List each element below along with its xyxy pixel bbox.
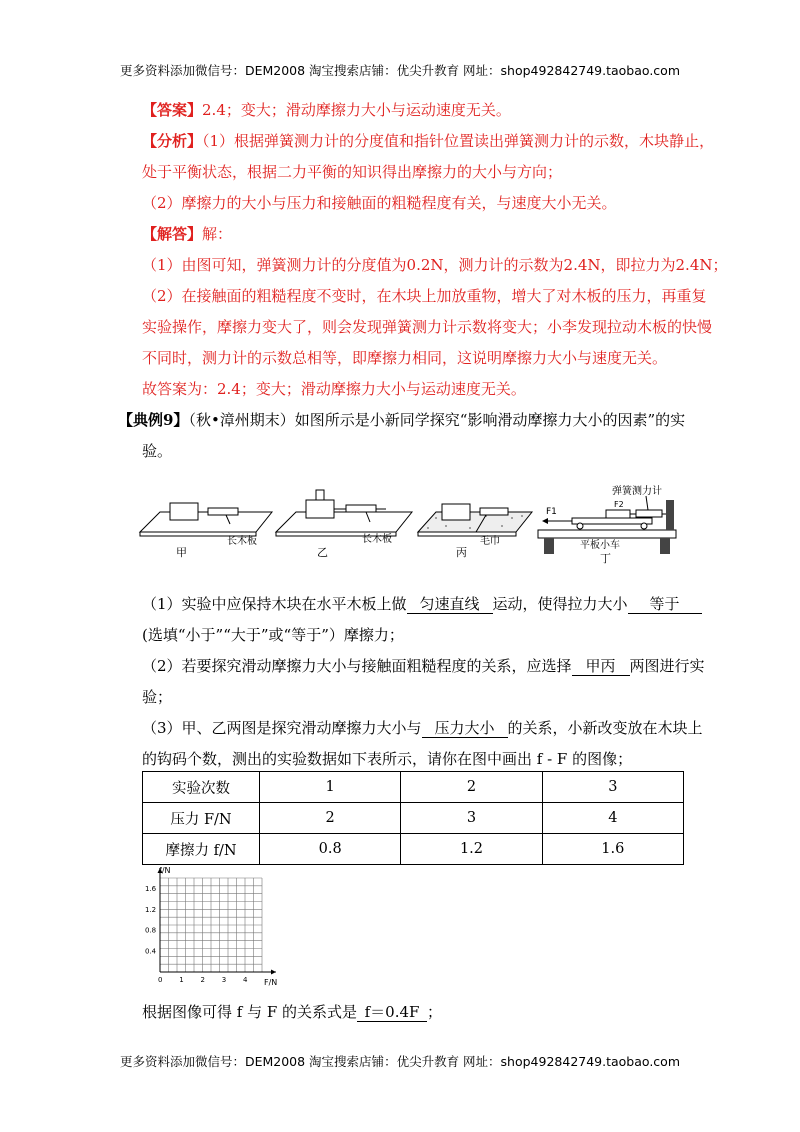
table-cell: 2 [401, 772, 542, 803]
example-intro-text: （秋•漳州期末）如图所示是小新同学探究“影响滑动摩擦力大小的因素”的实 [188, 411, 686, 429]
conclusion-answer-blank: f＝0.4F [357, 1003, 427, 1022]
y-tick-label: 0.8 [145, 926, 157, 935]
label-yi: 乙 [317, 546, 328, 559]
analysis-tag: 【分析】 [142, 132, 203, 150]
table-cell: 0.8 [260, 834, 401, 865]
table-cell: 4 [542, 803, 683, 834]
table-cell: 1.2 [401, 834, 542, 865]
setup-bing [418, 504, 532, 559]
setup-yi [276, 490, 412, 559]
label-cart: 平板小车 [580, 540, 620, 551]
conclusion-text-pre: 根据图像可得 f 与 F 的关系式是 [142, 1003, 358, 1021]
answer-tag: 【答案】 [142, 101, 203, 119]
example-intro-b: 验。 [142, 442, 173, 460]
table-cell: 2 [260, 803, 401, 834]
label-jia: 甲 [176, 546, 187, 559]
solution-suffix: 解： [202, 225, 233, 243]
table-cell: 1.6 [542, 834, 683, 865]
q2-text-pre: （2）若要探究滑动摩擦力大小与接触面粗糙程度的关系，应选择 [142, 657, 572, 675]
solution-line-2c: 不同时，测力计的示数总相等，即摩擦力相同，这说明摩擦力大小与速度无关。 [142, 349, 668, 367]
q3-text-mid: 的关系，小新改变放在木块上 [507, 719, 703, 737]
label-bing: 丙 [456, 546, 467, 559]
q1-text-pre: （1）实验中应保持木块在水平木板上做 [142, 595, 407, 613]
conclusion-line [142, 1002, 442, 1022]
q1-text-mid: 运动，使得拉力大小 [492, 595, 628, 613]
table-cell: 1 [260, 772, 401, 803]
y-axis-label: f/N [159, 866, 171, 875]
label-f1: F1 [546, 507, 557, 517]
q3-text-pre: （3）甲、乙两图是探究滑动摩擦力大小与 [142, 719, 422, 737]
solution-line-2a: （2）在接触面的粗糙程度不变时，在木块上加放重物，增大了对木板的压力，再重复 [142, 287, 707, 305]
question-1-post: (选填“小于”“大于”或“等于”）摩擦力； [142, 626, 404, 644]
label-ding: 丁 [600, 552, 611, 565]
x-axis-arrow [271, 970, 276, 975]
question-2 [142, 656, 705, 676]
answer-text: 2.4；变大；滑动摩擦力大小与运动速度无关。 [202, 101, 511, 119]
page-header: 更多资料添加微信号：DEM2008 淘宝搜索店铺：优尖升教育 网址：shop492842749.taobao.com [119, 63, 681, 78]
chart-axes [158, 868, 277, 975]
y-tick-label: 1.6 [145, 884, 157, 893]
x-tick-label: 1 [179, 976, 184, 984]
q2-answer-blank: 甲丙 [572, 657, 630, 676]
table-cell: 实验次数 [143, 772, 260, 803]
example-tag: 【典例9】 [118, 411, 189, 429]
q1-answer-blank-1: 匀速直线 [407, 595, 493, 614]
table-cell: 压力 F/N [143, 803, 260, 834]
solution-line-1: （1）由图可知，弹簧测力计的分度值为0.2N，测力计的示数为2.4N，即拉力为2.4N； [142, 256, 728, 274]
answer-line [142, 100, 511, 120]
x-axis-label: F/N [264, 978, 278, 987]
conclusion-text-post: ； [427, 1003, 443, 1021]
data-table [142, 771, 684, 865]
label-towel: 毛巾 [480, 536, 500, 547]
example-intro [118, 410, 685, 430]
table-cell: 3 [401, 803, 542, 834]
label-meter: 弹簧测力计 [612, 486, 662, 497]
question-1 [142, 594, 702, 614]
table-row [143, 834, 684, 865]
q1-answer-blank-2: 等于 [628, 595, 702, 614]
page-footer: 更多资料添加微信号：DEM2008 淘宝搜索店铺：优尖升教育 网址：shop492842749.taobao.com [119, 1054, 681, 1069]
x-tick-label: 0 [158, 976, 163, 984]
experiment-figure [136, 482, 688, 588]
q3-answer-blank: 压力大小 [422, 719, 508, 738]
solution-line [142, 224, 232, 244]
question-2-post: 验； [142, 688, 173, 706]
table-row [143, 803, 684, 834]
question-3-post: 的钩码个数，测出的实验数据如下表所示，请你在图中画出 f - F 的图像； [142, 750, 633, 768]
solution-tag: 【解答】 [142, 225, 203, 243]
y-tick-label: 0.4 [145, 947, 157, 956]
y-tick-label: 1.2 [145, 905, 157, 914]
x-tick-label: 3 [221, 976, 227, 984]
label-f2: F2 [614, 500, 624, 509]
x-tick-label: 2 [200, 976, 205, 984]
table-cell: 摩擦力 f/N [143, 834, 260, 865]
analysis-line-1b: 处于平衡状态，根据二力平衡的知识得出摩擦力的大小与方向； [142, 163, 563, 181]
table-cell: 3 [542, 772, 683, 803]
x-tick-label: 4 [243, 976, 248, 984]
q2-text-mid: 两图进行实 [629, 657, 705, 675]
label-board-1: 长木板 [227, 536, 257, 547]
setup-jia [140, 503, 272, 559]
setup-ding [538, 484, 676, 565]
solution-line-2b: 实验操作，摩擦力变大了，则会发现弹簧测力计示数将变大；小李发现拉动木板的快慢 [142, 318, 713, 336]
final-answer-line: 故答案为：2.4；变大；滑动摩擦力大小与运动速度无关。 [142, 380, 526, 398]
analysis-line-1 [142, 131, 714, 151]
analysis-text-1a: （1）根据弹簧测力计的分度值和指针位置读出弹簧测力计的示数，木块静止， [202, 132, 715, 150]
grid-lines [160, 878, 262, 972]
f-F-grid-chart[interactable] [136, 864, 286, 988]
analysis-line-2: （2）摩擦力的大小与压力和接触面的粗糙程度有关，与速度大小无关。 [142, 194, 617, 212]
question-3 [142, 718, 703, 738]
label-board-2: 长木板 [362, 534, 392, 545]
table-row [143, 772, 684, 803]
